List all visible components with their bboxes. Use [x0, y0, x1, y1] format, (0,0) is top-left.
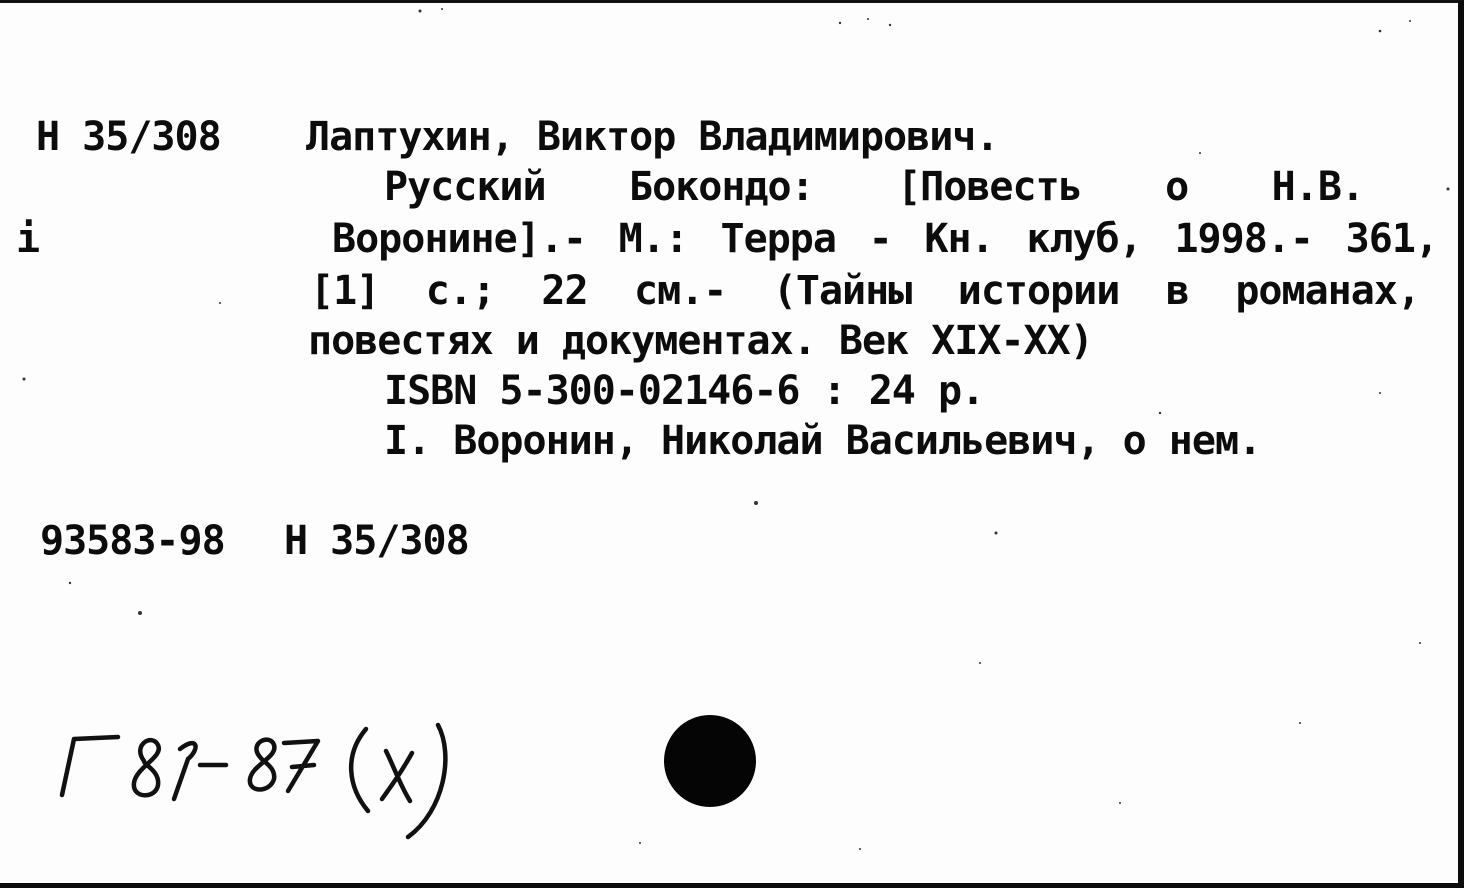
- imprint-word: 361,: [1345, 216, 1438, 262]
- imprint-word: клуб,: [1026, 216, 1142, 262]
- collation-word: романах,: [1235, 268, 1420, 314]
- title-word: о: [1165, 164, 1189, 210]
- collation-word: с.;: [425, 268, 495, 314]
- imprint-word: Кн.: [924, 216, 994, 262]
- call-number-bottom: Н 35/308: [284, 518, 469, 564]
- collation-word: 22: [541, 268, 588, 314]
- title-line: [384, 163, 1364, 211]
- collation-word: истории: [957, 268, 1120, 314]
- title-word: Н.В.: [1271, 164, 1364, 210]
- author-heading: Лаптухин, Виктор Владимирович.: [306, 114, 999, 160]
- collation-line: [310, 267, 1420, 315]
- imprint-word: Воронине].-: [332, 216, 586, 262]
- imprint-word: -: [868, 216, 892, 262]
- collation-word: [1]: [310, 268, 380, 314]
- collation-word: в: [1165, 268, 1189, 314]
- call-number-top: Н 35/308: [36, 114, 221, 160]
- collation-word: (Тайны: [772, 268, 912, 314]
- collation-word: см.-: [634, 268, 727, 314]
- imprint-word: 1998.-: [1174, 216, 1313, 262]
- series-line: повестях и документах. Век XIX-XX): [308, 318, 1093, 364]
- title-word: Бокондо:: [629, 164, 814, 210]
- imprint-line: [332, 215, 1438, 263]
- handwritten-note: [48, 715, 488, 855]
- title-word: [Повесть: [897, 164, 1082, 210]
- title-word: Русский: [384, 164, 546, 210]
- imprint-word: М.:: [618, 216, 688, 262]
- punch-hole: [664, 715, 756, 807]
- isbn-line: ISBN 5-300-02146-6 : 24 р.: [384, 368, 985, 414]
- imprint-word: Терра: [720, 216, 836, 262]
- subject-line: I. Воронин, Николай Васильевич, о нем.: [384, 418, 1262, 464]
- side-mark: i: [16, 216, 40, 262]
- inventory-number: 93583-98: [40, 518, 225, 564]
